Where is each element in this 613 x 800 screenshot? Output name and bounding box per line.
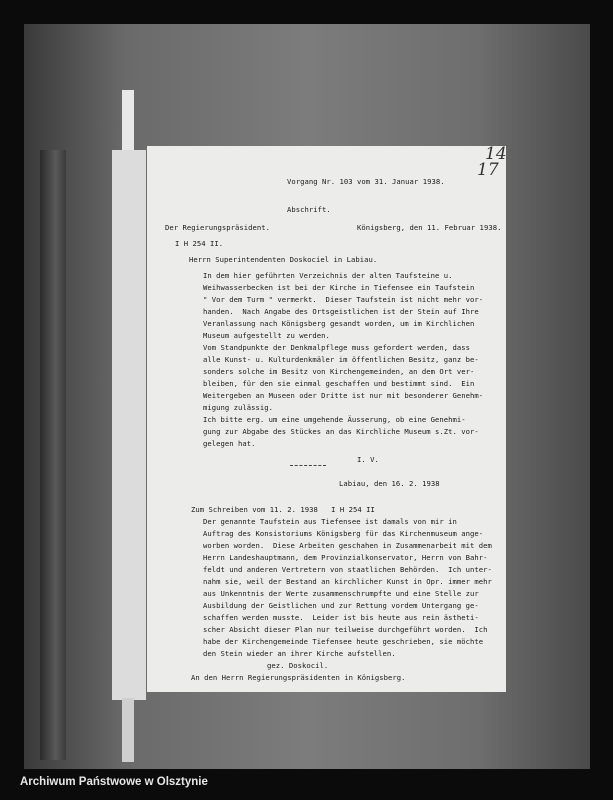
body-line: bleiben, für den sie einmal geschaffen und bestimmt sind. Ein bbox=[203, 379, 475, 388]
sender: Der Regierungspräsident. bbox=[165, 223, 271, 232]
body-line: Vom Standpunkte der Denkmalpflege muss gefordert werden, dass bbox=[203, 343, 471, 352]
folio-number-bottom: 17 bbox=[477, 160, 499, 180]
body-line: gelegen hat. bbox=[203, 439, 256, 448]
body-line: scher Absicht dieser Plan nur teilweise durchgeführt worden. Ich bbox=[203, 625, 488, 634]
copy-heading: Abschrift. bbox=[287, 205, 331, 214]
reference-line: Vorgang Nr. 103 vom 31. Januar 1938. bbox=[287, 177, 445, 186]
body-line: Weihwasserbecken ist bei der Kirche in Tiefensee ein Taufstein bbox=[203, 283, 475, 292]
document-page bbox=[147, 146, 506, 692]
place-date: Königsberg, den 11. Februar 1938. bbox=[357, 223, 502, 232]
paper-clip bbox=[122, 90, 134, 150]
folder-tab bbox=[122, 698, 134, 762]
body-line: den Stein wieder an ihrer Kirche aufstellen. bbox=[203, 649, 396, 658]
body-line: In dem hier geführten Verzeichnis der alten Taufsteine u. bbox=[203, 271, 453, 280]
file-number: I H 254 II. bbox=[175, 239, 224, 248]
body-line: schaffen werden musste. Leider ist bis heute aus rein ästheti- bbox=[203, 613, 479, 622]
body-line: Auftrag des Konsistoriums Königsberg für das Kirchenmuseum ange- bbox=[203, 529, 484, 538]
body-line: migung zulässig. bbox=[203, 403, 274, 412]
body-line: " Vor dem Turm " vermerkt. Dieser Taufstein ist nicht mehr vor- bbox=[203, 295, 484, 304]
body-line: feldt und anderen Vertretern von staatlichen Behörden. Ich unter- bbox=[203, 565, 492, 574]
folder-binding bbox=[40, 150, 66, 760]
reply-place-date: Labiau, den 16. 2. 1938 bbox=[339, 479, 440, 488]
body-line: sonders solche im Besitz von Kirchengemeinden, an dem Ort ver- bbox=[203, 367, 475, 376]
body-line: Museum aufgestellt zu werden. bbox=[203, 331, 330, 340]
archive-watermark: Archiwum Państwowe w Olsztynie bbox=[20, 776, 208, 788]
body-line: aus Unkenntnis der Werte zusammenschrumpfte und eine Stelle zur bbox=[203, 589, 479, 598]
body-line: Der genannte Taufstein aus Tiefensee ist damals von mir in bbox=[203, 517, 457, 526]
body-line: nahm sie, weil der Bestand an kirchlicher Kunst in Opr. immer mehr bbox=[203, 577, 492, 586]
body-line: habe der Kirchengemeinde Tiefensee heute geschrieben, sie möchte bbox=[203, 637, 484, 646]
body-line: gung zur Abgabe des Stückes an das Kirchliche Museum s.Zt. vor- bbox=[203, 427, 479, 436]
handwritten-folio-number bbox=[475, 146, 507, 186]
reply-signature: gez. Doskocil. bbox=[267, 661, 329, 670]
reply-reference: Zum Schreiben vom 11. 2. 1938 I H 254 II bbox=[191, 505, 375, 514]
separator-dashes bbox=[290, 465, 326, 466]
body-line: handen. Nach Angabe des Ortsgeistlichen ist der Stein auf Ihre bbox=[203, 307, 479, 316]
reply-addressee: An den Herrn Regierungspräsidenten in Königsberg. bbox=[191, 673, 406, 682]
body-line: Ich bitte erg. um eine umgehende Äusserung, ob eine Genehmi- bbox=[203, 415, 466, 424]
signature: I. V. bbox=[357, 455, 379, 464]
addressee: Herrn Superintendenten Doskociel in Labiau. bbox=[189, 255, 378, 264]
body-line: Veranlassung nach Königsberg gesandt worden, um im Kirchlichen bbox=[203, 319, 475, 328]
underlying-sheet bbox=[112, 150, 146, 700]
body-line: worben worden. Diese Arbeiten geschahen in Zusammenarbeit mit dem bbox=[203, 541, 492, 550]
body-line: Ausbildung der Geistlichen und zur Rettung vordem Untergang ge- bbox=[203, 601, 479, 610]
folio-number-top: 14 bbox=[485, 144, 507, 164]
body-line: Herrn Landeshauptmann, dem Provinzialkonservator, Herrn von Bahr- bbox=[203, 553, 488, 562]
body-line: alle Kunst- u. Kulturdenkmäler im öffentlichen Besitz, ganz be- bbox=[203, 355, 479, 364]
body-line: Weitergeben an Museen oder Dritte ist nur mit besonderer Genehm- bbox=[203, 391, 484, 400]
